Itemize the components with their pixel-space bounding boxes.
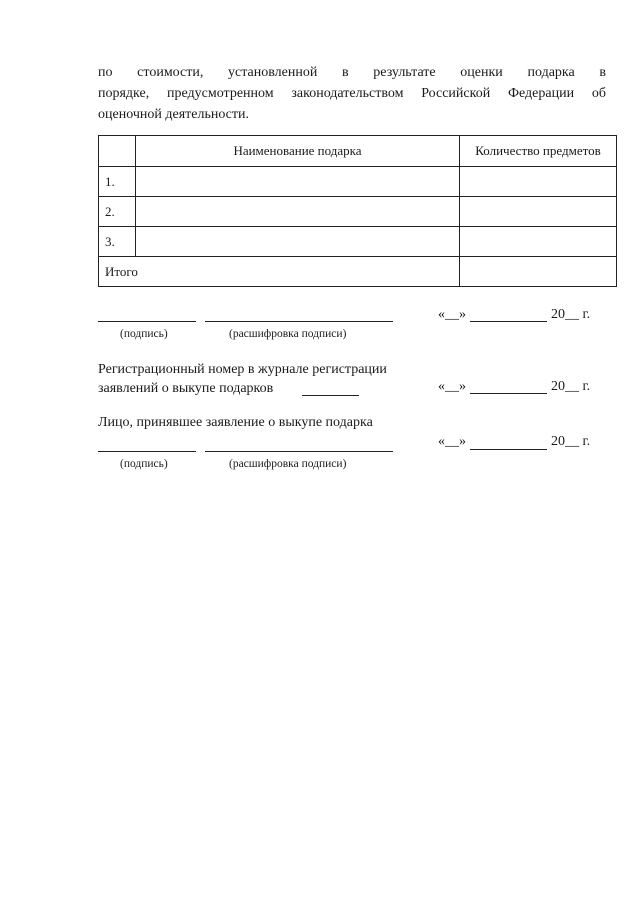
paragraph-line: оценочной деятельности. — [98, 107, 250, 122]
registration-label-line1: Регистрационный номер в журнале регистрации — [98, 362, 387, 377]
signature-caption: (подпись) — [120, 458, 168, 470]
quantity-cell[interactable] — [460, 167, 617, 197]
signature-line[interactable] — [98, 321, 196, 322]
gift-name-cell[interactable] — [136, 197, 460, 227]
acceptor-title: Лицо, принявшее заявление о выкупе подарка — [98, 415, 373, 430]
table-row — [99, 167, 617, 197]
header-quantity: Количество предметов — [460, 136, 617, 167]
registration-label-line2: заявлений о выкупе подарков — [98, 381, 274, 396]
date-month-line[interactable] — [470, 321, 547, 322]
quantity-cell[interactable] — [460, 197, 617, 227]
total-row — [99, 257, 617, 287]
intro-paragraph — [98, 62, 606, 125]
paragraph-line: порядке, предусмотренном законодательством Российской Федерации об — [98, 86, 606, 101]
date-day: «__» — [438, 307, 466, 322]
decoding-caption: (расшифровка подписи) — [229, 458, 347, 470]
quantity-cell[interactable] — [460, 227, 617, 257]
signature-decoding-line[interactable] — [205, 451, 393, 452]
total-quantity-cell[interactable] — [460, 257, 617, 287]
date-month-line[interactable] — [470, 393, 547, 394]
date-year: 20__ г. — [551, 379, 591, 394]
gifts-table — [98, 135, 617, 287]
row-number: 2. — [99, 197, 136, 227]
date-month-line[interactable] — [470, 449, 547, 450]
header-gift-name: Наименование подарка — [136, 136, 460, 167]
total-label: Итого — [99, 257, 460, 287]
signature-caption: (подпись) — [120, 328, 168, 340]
table-row — [99, 197, 617, 227]
registration-number-line[interactable] — [302, 395, 359, 396]
table-header-row — [99, 136, 617, 167]
signature-decoding-line[interactable] — [205, 321, 393, 322]
date-year: 20__ г. — [551, 434, 591, 449]
paragraph-line: по стоимости, установленной в результате оценки подарка в — [98, 65, 606, 80]
row-number: 3. — [99, 227, 136, 257]
date-day: «__» — [438, 434, 466, 449]
date-day: «__» — [438, 379, 466, 394]
table-row — [99, 227, 617, 257]
row-number: 1. — [99, 167, 136, 197]
decoding-caption: (расшифровка подписи) — [229, 328, 347, 340]
signature-line[interactable] — [98, 451, 196, 452]
gift-name-cell[interactable] — [136, 167, 460, 197]
header-num — [99, 136, 136, 167]
gift-name-cell[interactable] — [136, 227, 460, 257]
date-year: 20__ г. — [551, 307, 591, 322]
